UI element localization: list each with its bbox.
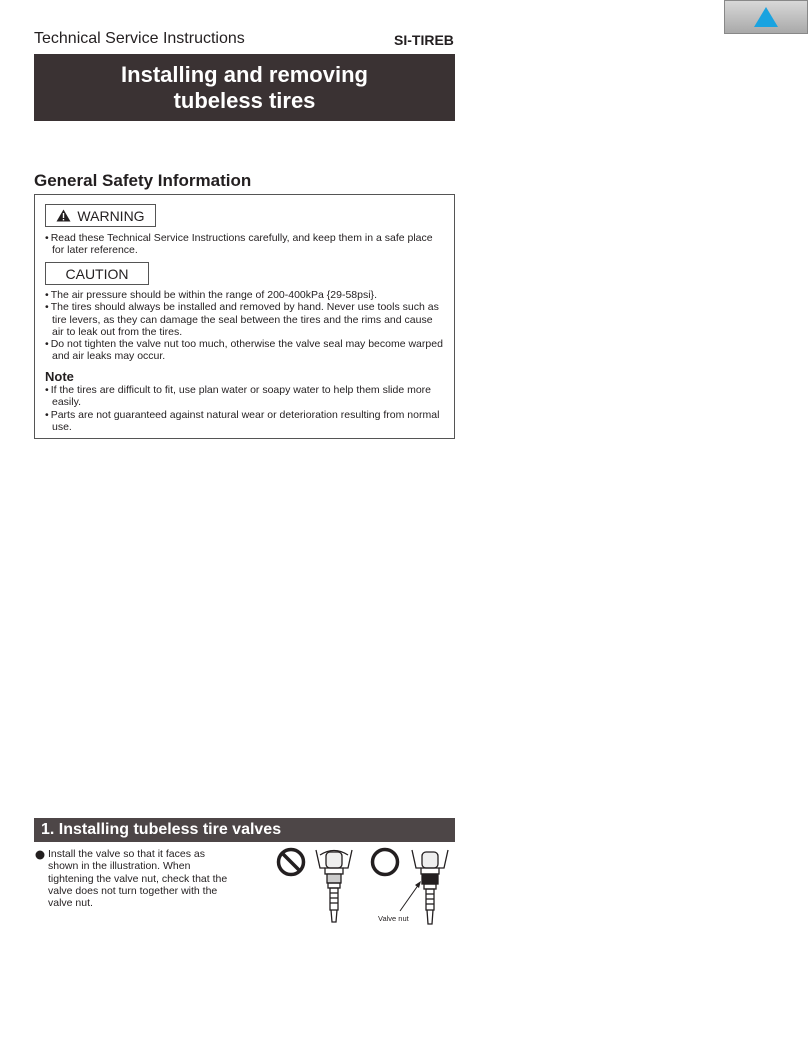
warning-list — [45, 232, 447, 257]
warning-label — [45, 204, 156, 227]
caution-item: • The tires should always be installed and removed by hand. Never use tools such as tire levers, as they can damage the seal between the tires and the rims and cause air to leak out from the tires. — [45, 301, 447, 338]
note-heading: Note — [45, 369, 74, 384]
caution-label-text: CAUTION — [65, 265, 129, 282]
page-up-button[interactable] — [724, 0, 808, 34]
note-item: • Parts are not guaranteed against natural wear or deterioration resulting from normal use. — [45, 409, 447, 434]
document-code: SI-TIREB — [394, 32, 454, 48]
caution-item: • Do not tighten the valve nut too much, otherwise the valve seal may become warped and air leaks may occur. — [45, 338, 447, 363]
caution-label — [45, 262, 149, 285]
valve-instruction: Install the valve so that it faces as shown in the illustration. When tightening the valve nut, check that the valve does not turn together with the valve nut. — [48, 848, 228, 910]
safety-info-box — [34, 194, 455, 439]
warning-item: • Read these Technical Service Instructions carefully, and keep them in a safe place for later reference. — [45, 232, 447, 257]
valve-illustration — [270, 840, 455, 935]
warning-triangle-icon — [56, 209, 71, 222]
caution-item: • The air pressure should be within the range of 200-400kPa {29-58psi}. — [45, 289, 447, 301]
triangle-up-icon — [753, 6, 779, 28]
valve-nut-callout: Valve nut — [378, 914, 409, 923]
caution-list — [45, 289, 447, 363]
valve-wrong — [316, 850, 352, 922]
document-type: Technical Service Instructions — [34, 30, 245, 47]
title-line-1: Installing and removing — [121, 61, 368, 87]
correct-circle-icon — [373, 850, 398, 875]
safety-heading: General Safety Information — [34, 171, 252, 190]
warning-label-text: WARNING — [77, 207, 145, 224]
title-banner — [34, 54, 455, 121]
note-item: • If the tires are difficult to fit, use plan water or soapy water to help them slide more easily. — [45, 384, 447, 409]
section-1-heading: 1. Installing tubeless tire valves — [34, 818, 455, 842]
prohibited-icon — [279, 850, 304, 875]
title-line-2: tubeless tires — [173, 87, 316, 113]
note-list — [45, 384, 447, 433]
black-circle-bullet-icon — [35, 850, 45, 860]
